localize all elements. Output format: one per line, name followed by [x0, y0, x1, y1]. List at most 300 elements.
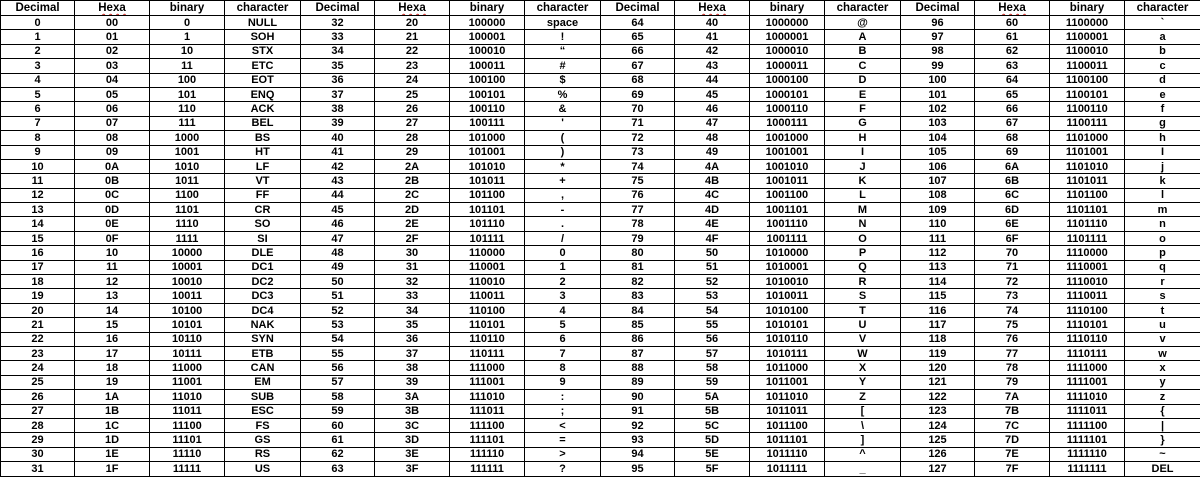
- binary-cell: 111110: [450, 447, 525, 461]
- decimal-cell: 115: [901, 289, 975, 303]
- hexa-cell: 15: [75, 318, 150, 332]
- decimal-cell: 13: [1, 203, 75, 217]
- character-cell: M: [825, 203, 901, 217]
- character-cell: ACK: [225, 102, 301, 116]
- decimal-cell: 120: [901, 361, 975, 375]
- decimal-cell: 100: [901, 73, 975, 87]
- hexa-cell: 01: [75, 30, 150, 44]
- character-cell: ETB: [225, 346, 301, 360]
- column-header-binary: binary: [450, 1, 525, 16]
- binary-cell: 1101010: [1050, 159, 1125, 173]
- character-cell: &: [525, 102, 601, 116]
- decimal-cell: 24: [1, 361, 75, 375]
- decimal-cell: 62: [301, 447, 375, 461]
- character-cell: X: [825, 361, 901, 375]
- binary-cell: 1100101: [1050, 87, 1125, 101]
- hexa-cell: 65: [975, 87, 1050, 101]
- decimal-cell: 70: [601, 102, 675, 116]
- decimal-cell: 28: [1, 418, 75, 432]
- character-cell: BS: [225, 131, 301, 145]
- decimal-cell: 53: [301, 318, 375, 332]
- hexa-cell: 68: [975, 131, 1050, 145]
- hexa-cell: 60: [975, 16, 1050, 30]
- character-cell: N: [825, 217, 901, 231]
- decimal-cell: 25: [1, 375, 75, 389]
- hexa-cell: 10: [75, 246, 150, 260]
- decimal-cell: 39: [301, 116, 375, 130]
- decimal-cell: 73: [601, 145, 675, 159]
- decimal-cell: 88: [601, 361, 675, 375]
- binary-cell: 1011101: [750, 433, 825, 447]
- binary-cell: 101001: [450, 145, 525, 159]
- decimal-cell: 20: [1, 303, 75, 317]
- decimal-cell: 77: [601, 203, 675, 217]
- binary-cell: 1001000: [750, 131, 825, 145]
- character-cell: GS: [225, 433, 301, 447]
- decimal-cell: 23: [1, 346, 75, 360]
- character-cell: ,: [525, 188, 601, 202]
- hexa-cell: 34: [375, 303, 450, 317]
- binary-cell: 1000110: [750, 102, 825, 116]
- binary-cell: 100011: [450, 59, 525, 73]
- character-cell: NULL: [225, 16, 301, 30]
- binary-cell: 110110: [450, 332, 525, 346]
- table-row: [1, 131, 1200, 145]
- character-cell: ~: [1125, 447, 1200, 461]
- character-cell: ]: [825, 433, 901, 447]
- binary-cell: 100: [150, 73, 225, 87]
- character-cell: ): [525, 145, 601, 159]
- hexa-cell: 23: [375, 59, 450, 73]
- hexa-cell: 2D: [375, 203, 450, 217]
- table-row: [1, 332, 1200, 346]
- decimal-cell: 61: [301, 433, 375, 447]
- character-cell: 4: [525, 303, 601, 317]
- table-row: [1, 73, 1200, 87]
- binary-cell: 1001110: [750, 217, 825, 231]
- character-cell: S: [825, 289, 901, 303]
- column-header-decimal: Decimal: [901, 1, 975, 16]
- decimal-cell: 94: [601, 447, 675, 461]
- binary-cell: 1111010: [1050, 390, 1125, 404]
- binary-cell: 110010: [450, 275, 525, 289]
- character-cell: ': [525, 116, 601, 130]
- decimal-cell: 44: [301, 188, 375, 202]
- table-row: [1, 231, 1200, 245]
- decimal-cell: 87: [601, 346, 675, 360]
- decimal-cell: 11: [1, 174, 75, 188]
- character-cell: ESC: [225, 404, 301, 418]
- hexa-cell: 22: [375, 44, 450, 58]
- decimal-cell: 4: [1, 73, 75, 87]
- hexa-cell: 6E: [975, 217, 1050, 231]
- table-row: [1, 59, 1200, 73]
- hexa-cell: 66: [975, 102, 1050, 116]
- decimal-cell: 85: [601, 318, 675, 332]
- binary-cell: 1000111: [750, 116, 825, 130]
- decimal-cell: 6: [1, 102, 75, 116]
- decimal-cell: 19: [1, 289, 75, 303]
- decimal-cell: 84: [601, 303, 675, 317]
- binary-cell: 1010000: [750, 246, 825, 260]
- character-cell: (: [525, 131, 601, 145]
- table-row: [1, 260, 1200, 274]
- character-cell: Z: [825, 390, 901, 404]
- binary-cell: 1111100: [1050, 418, 1125, 432]
- binary-cell: 100101: [450, 87, 525, 101]
- decimal-cell: 71: [601, 116, 675, 130]
- character-cell: EM: [225, 375, 301, 389]
- character-cell: Y: [825, 375, 901, 389]
- decimal-cell: 60: [301, 418, 375, 432]
- hexa-cell: 17: [75, 346, 150, 360]
- hexa-cell: 71: [975, 260, 1050, 274]
- decimal-cell: 81: [601, 260, 675, 274]
- hexa-cell: 57: [675, 346, 750, 360]
- binary-cell: 100000: [450, 16, 525, 30]
- decimal-cell: 72: [601, 131, 675, 145]
- hexa-cell: 1D: [75, 433, 150, 447]
- hexa-cell: 4F: [675, 231, 750, 245]
- hexa-cell: 54: [675, 303, 750, 317]
- character-cell: DC3: [225, 289, 301, 303]
- binary-cell: 1111001: [1050, 375, 1125, 389]
- decimal-cell: 89: [601, 375, 675, 389]
- decimal-cell: 67: [601, 59, 675, 73]
- character-cell: o: [1125, 231, 1200, 245]
- hexa-cell: 0A: [75, 159, 150, 173]
- hexa-cell: 13: [75, 289, 150, 303]
- decimal-cell: 74: [601, 159, 675, 173]
- character-cell: m: [1125, 203, 1200, 217]
- hexa-cell: 67: [975, 116, 1050, 130]
- binary-cell: 1010101: [750, 318, 825, 332]
- hexa-cell: 31: [375, 260, 450, 274]
- character-cell: .: [525, 217, 601, 231]
- hexa-cell: 24: [375, 73, 450, 87]
- binary-cell: 110: [150, 102, 225, 116]
- binary-cell: 1111101: [1050, 433, 1125, 447]
- character-cell: w: [1125, 346, 1200, 360]
- binary-cell: 1101111: [1050, 231, 1125, 245]
- binary-cell: 1010010: [750, 275, 825, 289]
- decimal-cell: 102: [901, 102, 975, 116]
- binary-cell: 1001001: [750, 145, 825, 159]
- character-cell: K: [825, 174, 901, 188]
- binary-cell: 101: [150, 87, 225, 101]
- decimal-cell: 95: [601, 462, 675, 476]
- hexa-cell: 0C: [75, 188, 150, 202]
- binary-cell: 1000011: [750, 59, 825, 73]
- character-cell: A: [825, 30, 901, 44]
- hexa-cell: 00: [75, 16, 150, 30]
- binary-cell: 10000: [150, 246, 225, 260]
- binary-cell: 1101101: [1050, 203, 1125, 217]
- decimal-cell: 22: [1, 332, 75, 346]
- decimal-cell: 10: [1, 159, 75, 173]
- table-row: [1, 203, 1200, 217]
- binary-cell: 1000101: [750, 87, 825, 101]
- hexa-cell: 7D: [975, 433, 1050, 447]
- hexa-cell: 77: [975, 346, 1050, 360]
- binary-cell: 1011000: [750, 361, 825, 375]
- binary-cell: 1110000: [1050, 246, 1125, 260]
- binary-cell: 110100: [450, 303, 525, 317]
- binary-cell: 1010001: [750, 260, 825, 274]
- table-row: [1, 346, 1200, 360]
- decimal-cell: 41: [301, 145, 375, 159]
- character-cell: _: [825, 462, 901, 476]
- decimal-cell: 66: [601, 44, 675, 58]
- hexa-cell: 36: [375, 332, 450, 346]
- binary-cell: 1010: [150, 159, 225, 173]
- decimal-cell: 103: [901, 116, 975, 130]
- hexa-cell: 69: [975, 145, 1050, 159]
- binary-cell: 1010100: [750, 303, 825, 317]
- hexa-cell: 41: [675, 30, 750, 44]
- table-row: [1, 404, 1200, 418]
- table-row: [1, 390, 1200, 404]
- binary-cell: 1100000: [1050, 16, 1125, 30]
- character-cell: SUB: [225, 390, 301, 404]
- character-cell: e: [1125, 87, 1200, 101]
- decimal-cell: 26: [1, 390, 75, 404]
- decimal-cell: 99: [901, 59, 975, 73]
- character-cell: B: [825, 44, 901, 58]
- hexa-cell: 64: [975, 73, 1050, 87]
- binary-cell: 1011110: [750, 447, 825, 461]
- decimal-cell: 69: [601, 87, 675, 101]
- decimal-cell: 122: [901, 390, 975, 404]
- hexa-cell: 6C: [975, 188, 1050, 202]
- hexa-cell: 3D: [375, 433, 450, 447]
- hexa-cell: 3A: [375, 390, 450, 404]
- decimal-cell: 116: [901, 303, 975, 317]
- hexa-cell: 42: [675, 44, 750, 58]
- binary-cell: 1000010: [750, 44, 825, 58]
- hexa-cell: 5D: [675, 433, 750, 447]
- binary-cell: 110011: [450, 289, 525, 303]
- hexa-cell: 1B: [75, 404, 150, 418]
- character-cell: V: [825, 332, 901, 346]
- decimal-cell: 86: [601, 332, 675, 346]
- character-cell: v: [1125, 332, 1200, 346]
- decimal-cell: 75: [601, 174, 675, 188]
- character-cell: `: [1125, 16, 1200, 30]
- binary-cell: 11011: [150, 404, 225, 418]
- hexa-cell: 28: [375, 131, 450, 145]
- decimal-cell: 113: [901, 260, 975, 274]
- hexa-cell: 56: [675, 332, 750, 346]
- decimal-cell: 1: [1, 30, 75, 44]
- decimal-cell: 82: [601, 275, 675, 289]
- character-cell: I: [1125, 145, 1200, 159]
- decimal-cell: 124: [901, 418, 975, 432]
- character-cell: LF: [225, 159, 301, 173]
- binary-cell: 100010: [450, 44, 525, 58]
- binary-cell: 11001: [150, 375, 225, 389]
- decimal-cell: 108: [901, 188, 975, 202]
- hexa-cell: 14: [75, 303, 150, 317]
- hexa-cell: 6D: [975, 203, 1050, 217]
- binary-cell: 111111: [450, 462, 525, 476]
- hexa-cell: 35: [375, 318, 450, 332]
- binary-cell: 1011100: [750, 418, 825, 432]
- character-cell: I: [825, 145, 901, 159]
- decimal-cell: 106: [901, 159, 975, 173]
- hexa-cell: 78: [975, 361, 1050, 375]
- hexa-cell: 18: [75, 361, 150, 375]
- character-cell: 8: [525, 361, 601, 375]
- decimal-cell: 107: [901, 174, 975, 188]
- binary-cell: 11100: [150, 418, 225, 432]
- decimal-cell: 49: [301, 260, 375, 274]
- character-cell: 9: [525, 375, 601, 389]
- decimal-cell: 123: [901, 404, 975, 418]
- hexa-cell: 76: [975, 332, 1050, 346]
- table-row: [1, 361, 1200, 375]
- character-cell: \: [825, 418, 901, 432]
- column-header-character: character: [825, 1, 901, 16]
- character-cell: 6: [525, 332, 601, 346]
- binary-cell: 11: [150, 59, 225, 73]
- character-cell: G: [825, 116, 901, 130]
- decimal-cell: 48: [301, 246, 375, 260]
- binary-cell: 1011111: [750, 462, 825, 476]
- table-row: [1, 44, 1200, 58]
- character-cell: O: [825, 231, 901, 245]
- character-cell: /: [525, 231, 601, 245]
- binary-cell: 1001: [150, 145, 225, 159]
- hexa-cell: 6A: [975, 159, 1050, 173]
- hexa-cell: 79: [975, 375, 1050, 389]
- decimal-cell: 92: [601, 418, 675, 432]
- character-cell: P: [825, 246, 901, 260]
- binary-cell: 101101: [450, 203, 525, 217]
- decimal-cell: 59: [301, 404, 375, 418]
- decimal-cell: 96: [901, 16, 975, 30]
- decimal-cell: 21: [1, 318, 75, 332]
- decimal-cell: 50: [301, 275, 375, 289]
- hexa-cell: 73: [975, 289, 1050, 303]
- character-cell: NAK: [225, 318, 301, 332]
- character-cell: k: [1125, 174, 1200, 188]
- decimal-cell: 37: [301, 87, 375, 101]
- decimal-cell: 101: [901, 87, 975, 101]
- column-header-decimal: Decimal: [1, 1, 75, 16]
- hexa-cell: 09: [75, 145, 150, 159]
- binary-cell: 1010111: [750, 346, 825, 360]
- hexa-cell: 49: [675, 145, 750, 159]
- column-header-binary: binary: [750, 1, 825, 16]
- decimal-cell: 55: [301, 346, 375, 360]
- decimal-cell: 109: [901, 203, 975, 217]
- decimal-cell: 40: [301, 131, 375, 145]
- hexa-cell: 75: [975, 318, 1050, 332]
- binary-cell: 1100100: [1050, 73, 1125, 87]
- character-cell: c: [1125, 59, 1200, 73]
- table-row: [1, 159, 1200, 173]
- character-cell: HT: [225, 145, 301, 159]
- decimal-cell: 58: [301, 390, 375, 404]
- hexa-cell: 5E: [675, 447, 750, 461]
- decimal-cell: 5: [1, 87, 75, 101]
- table-row: [1, 145, 1200, 159]
- decimal-cell: 9: [1, 145, 75, 159]
- hexa-cell: 40: [675, 16, 750, 30]
- table-row: [1, 174, 1200, 188]
- decimal-cell: 57: [301, 375, 375, 389]
- hexa-cell: 70: [975, 246, 1050, 260]
- binary-cell: 110111: [450, 346, 525, 360]
- decimal-cell: 98: [901, 44, 975, 58]
- character-cell: T: [825, 303, 901, 317]
- binary-cell: 1110: [150, 217, 225, 231]
- binary-cell: 1111000: [1050, 361, 1125, 375]
- character-cell: l: [1125, 188, 1200, 202]
- character-cell: @: [825, 16, 901, 30]
- character-cell: BEL: [225, 116, 301, 130]
- hexa-cell: 38: [375, 361, 450, 375]
- binary-cell: 101000: [450, 131, 525, 145]
- hexa-cell: 2C: [375, 188, 450, 202]
- hexa-cell: 27: [375, 116, 450, 130]
- character-cell: H: [825, 131, 901, 145]
- hexa-cell: 21: [375, 30, 450, 44]
- hexa-cell: 62: [975, 44, 1050, 58]
- table-row: [1, 318, 1200, 332]
- decimal-cell: 31: [1, 462, 75, 476]
- decimal-cell: 30: [1, 447, 75, 461]
- character-cell: b: [1125, 44, 1200, 58]
- hexa-cell: 12: [75, 275, 150, 289]
- hexa-cell: 1E: [75, 447, 150, 461]
- column-header-binary: binary: [1050, 1, 1125, 16]
- binary-cell: 1111: [150, 231, 225, 245]
- character-cell: x: [1125, 361, 1200, 375]
- character-cell: Q: [825, 260, 901, 274]
- hexa-cell: 63: [975, 59, 1050, 73]
- decimal-cell: 32: [301, 16, 375, 30]
- hexa-cell: 30: [375, 246, 450, 260]
- hexa-cell: 45: [675, 87, 750, 101]
- binary-cell: 111000: [450, 361, 525, 375]
- hexa-cell: 1F: [75, 462, 150, 476]
- binary-cell: 100110: [450, 102, 525, 116]
- character-cell: 1: [525, 260, 601, 274]
- character-cell: !: [525, 30, 601, 44]
- hexa-cell: 05: [75, 87, 150, 101]
- decimal-cell: 105: [901, 145, 975, 159]
- binary-cell: 101111: [450, 231, 525, 245]
- binary-cell: 11110: [150, 447, 225, 461]
- hexa-cell: 37: [375, 346, 450, 360]
- table-row: [1, 275, 1200, 289]
- column-header-character: character: [1125, 1, 1200, 16]
- binary-cell: 1111111: [1050, 462, 1125, 476]
- hexa-cell: 4E: [675, 217, 750, 231]
- hexa-cell: 53: [675, 289, 750, 303]
- decimal-cell: 38: [301, 102, 375, 116]
- character-cell: r: [1125, 275, 1200, 289]
- binary-cell: 1001111: [750, 231, 825, 245]
- character-cell: +: [525, 174, 601, 188]
- table-row: [1, 116, 1200, 130]
- decimal-cell: 15: [1, 231, 75, 245]
- binary-cell: 1011010: [750, 390, 825, 404]
- character-cell: [: [825, 404, 901, 418]
- binary-cell: 110001: [450, 260, 525, 274]
